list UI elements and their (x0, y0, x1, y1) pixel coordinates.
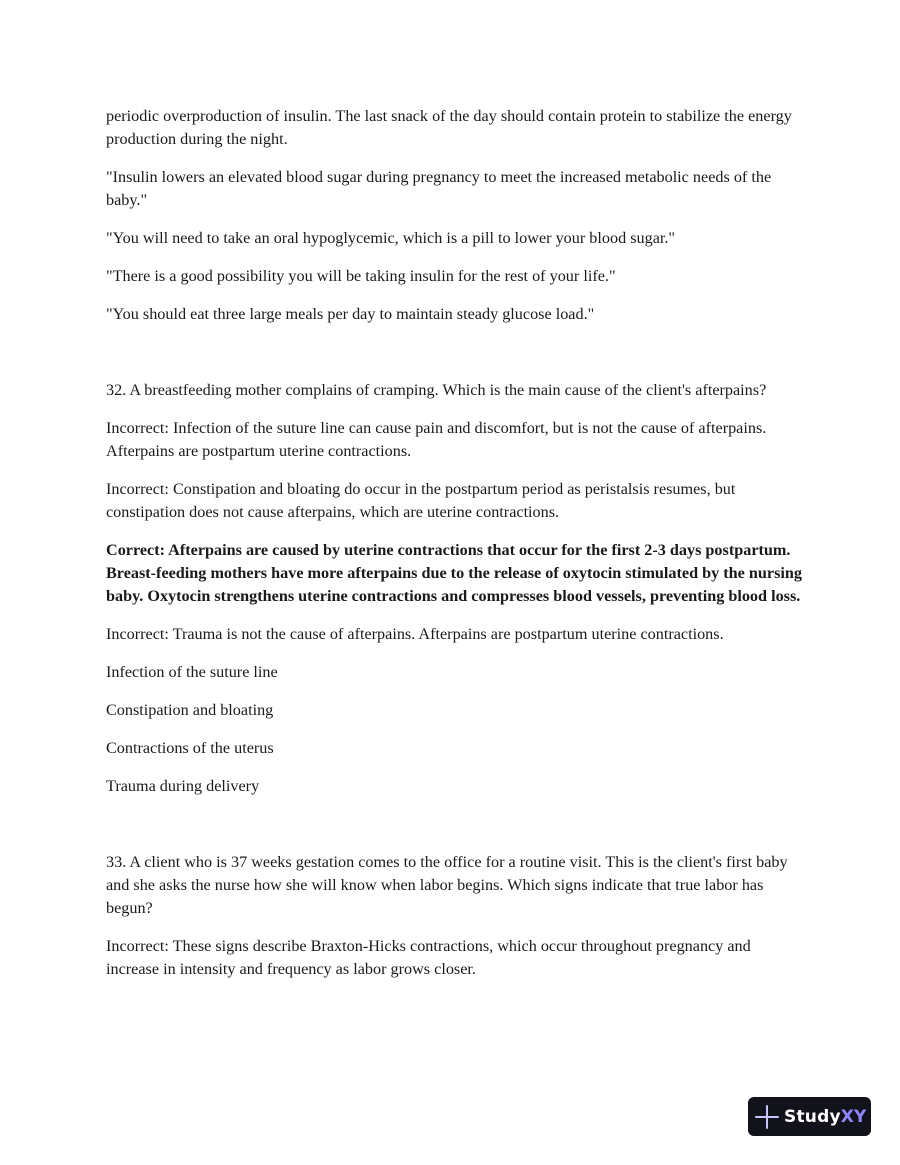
question-32: 32. A breastfeeding mother complains of cramping. Which is the main cause of the client's afterpains? (106, 381, 767, 399)
answer-option: "You should eat three large meals per day to maintain steady glucose load." (106, 305, 595, 323)
answer-option: Trauma during delivery (106, 777, 260, 795)
rationale: Incorrect: Trauma is not the cause of afterpains. Afterpains are postpartum uterine contractions. (106, 625, 724, 643)
rationale: Incorrect: Infection of the suture line can cause pain and discomfort, but is not the cause of afterpains. Afterpains are postpartum uterine contractions. (106, 419, 767, 460)
paragraph: periodic overproduction of insulin. The last snack of the day should contain protein to stabilize the energy production during the night. (106, 107, 792, 148)
document-page (106, 105, 806, 996)
section-gap (106, 341, 806, 379)
answer-option: Infection of the suture line (106, 663, 278, 681)
plus-icon (755, 1105, 779, 1129)
answer-option: Contractions of the uterus (106, 739, 274, 757)
answer-option: Constipation and bloating (106, 701, 274, 719)
studyxy-badge[interactable] (748, 1097, 871, 1136)
answer-option: "You will need to take an oral hypoglycemic, which is a pill to lower your blood sugar." (106, 229, 676, 247)
answer-option: "Insulin lowers an elevated blood sugar during pregnancy to meet the increased metabolic needs of the baby." (106, 168, 772, 209)
brand-logo: StudyXY (784, 1106, 867, 1127)
question-33: 33. A client who is 37 weeks gestation comes to the office for a routine visit. This is the client's first baby and she asks the nurse how she will know when labor begins. Which signs indicate that true labor has begun? (106, 853, 788, 917)
section-gap (106, 813, 806, 851)
correct-rationale: Correct: Afterpains are caused by uterine contractions that occur for the first 2-3 days postpartum. Breast-feeding mothers have more afterpains due to the release of oxytocin stimulated by the nursing baby. Oxytocin strengthens uterine contractions and compresses blood vessels, preventing blood loss. (106, 541, 802, 605)
answer-option: "There is a good possibility you will be taking insulin for the rest of your life." (106, 267, 616, 285)
rationale: Incorrect: These signs describe Braxton-Hicks contractions, which occur throughout pregnancy and increase in intensity and frequency as labor grows closer. (106, 937, 751, 978)
rationale: Incorrect: Constipation and bloating do occur in the postpartum period as peristalsis resumes, but constipation does not cause afterpains, which are uterine contractions. (106, 480, 736, 521)
